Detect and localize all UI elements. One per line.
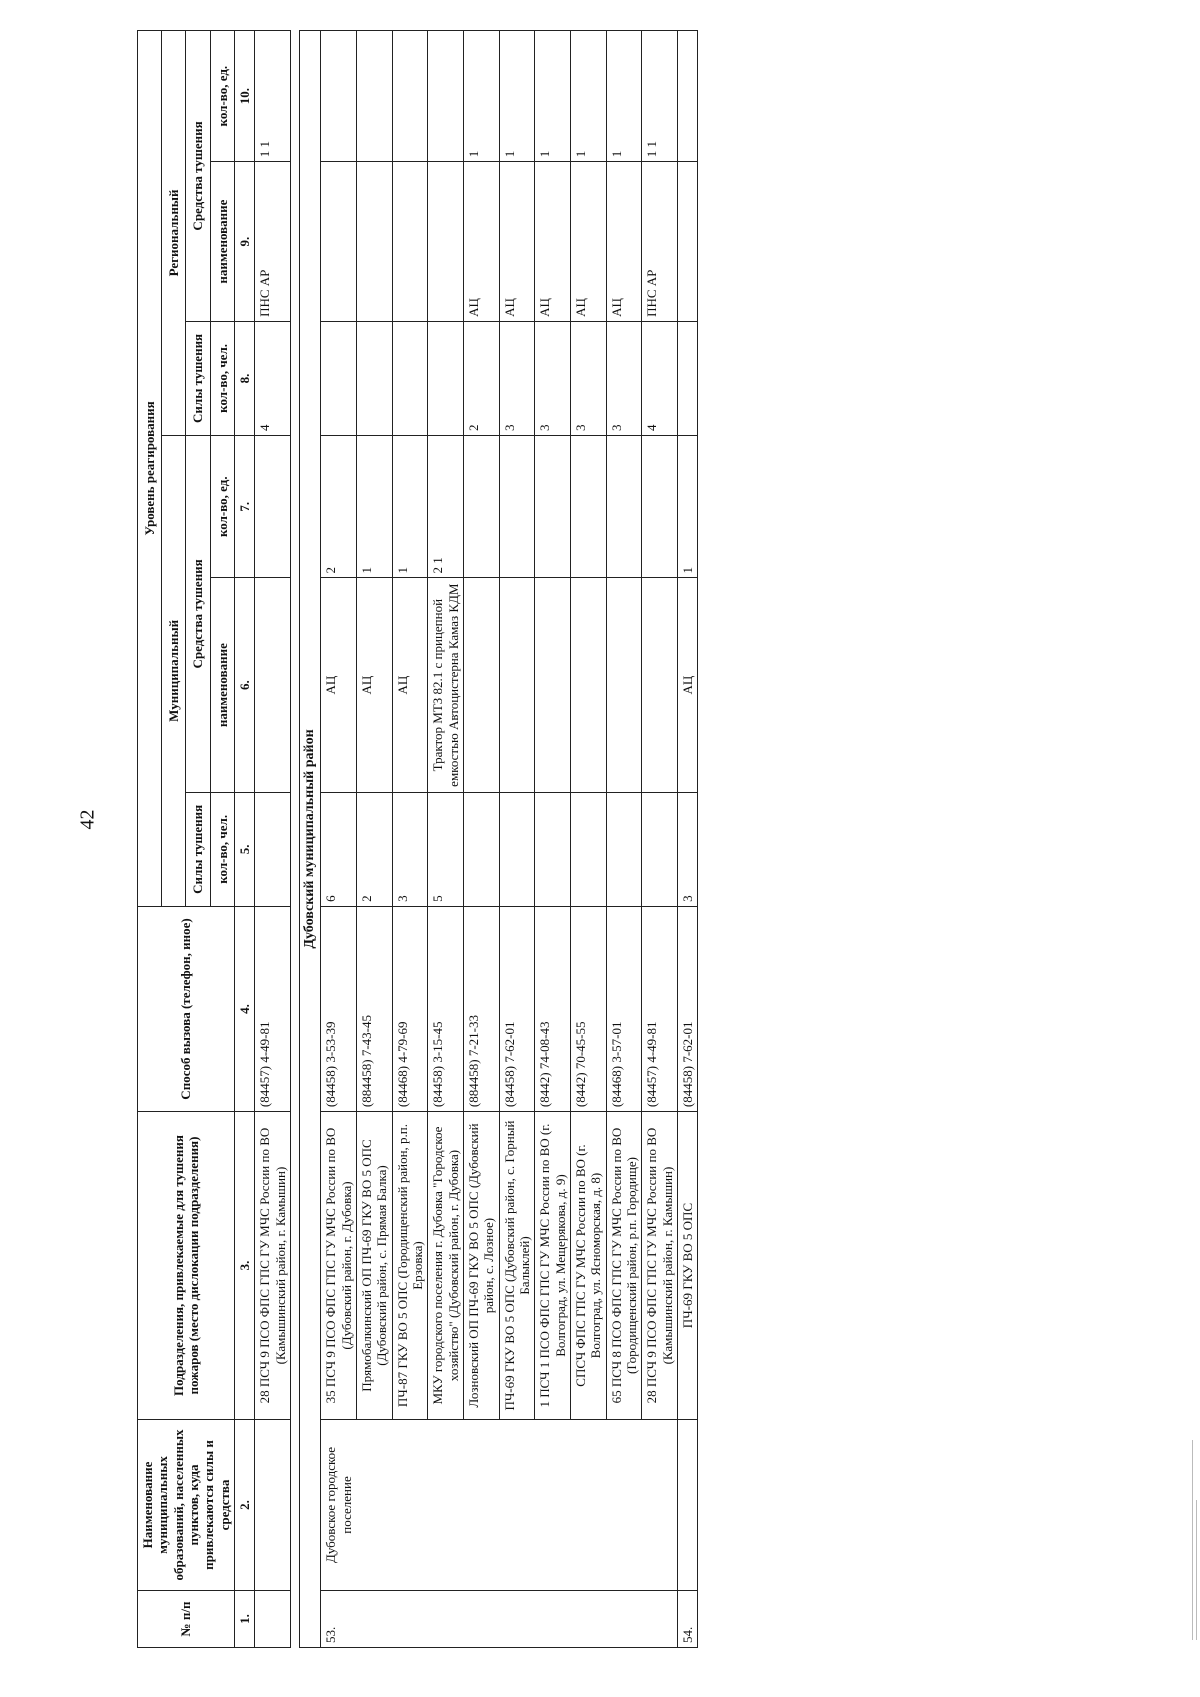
phone-cell: (884458) 7-43-45 — [357, 906, 393, 1111]
unit-cell: СПСЧ ФПС ГПС ГУ МЧС России по ВО (г. Волгоград, ул. Ясноморская, д. 8) — [571, 1112, 607, 1420]
m-qty-cell — [499, 435, 535, 578]
m-qty-cell: 2 1 — [428, 435, 464, 578]
m-forces-cell: 5 — [428, 792, 464, 906]
r-name-cell: АЦ — [606, 162, 642, 322]
m-name-cell — [535, 578, 571, 792]
col-number: 6. — [234, 578, 254, 792]
m-name-cell: АЦ — [392, 578, 428, 792]
header-settlement: Наименование муниципальных образований, населенных пунктов, куда привлекаются силы и средства — [138, 1419, 235, 1590]
m-name-cell — [642, 578, 678, 792]
col-number: 8. — [234, 321, 254, 435]
col-number: 2. — [234, 1419, 254, 1590]
phone-cell: (84458) 7-62-01 — [499, 906, 535, 1111]
r-forces-cell: 3 — [606, 321, 642, 435]
m-qty-cell — [642, 435, 678, 578]
section-row — [299, 31, 321, 1648]
m-qty-cell — [464, 435, 500, 578]
m-name-cell: АЦ — [357, 578, 393, 792]
header-means-mun: Средства тушения — [186, 435, 210, 792]
header-no: № п/п — [138, 1591, 235, 1648]
r-qty-cell: 1 — [606, 31, 642, 162]
unit-cell: ПЧ-69 ГКУ ВО 5 ОПС — [678, 1112, 698, 1420]
means-name-cell: ПНС АР — [255, 162, 291, 322]
r-name-cell: АЦ — [499, 162, 535, 322]
m-forces-cell — [642, 792, 678, 906]
r-qty-cell: 1 — [535, 31, 571, 162]
col-number: 10. — [234, 31, 254, 162]
header-level: Уровень реагирования — [138, 31, 162, 907]
phone-cell: (84458) 3-15-45 — [428, 906, 464, 1111]
header-qty-people-reg: кол-во, чел. — [210, 321, 234, 435]
r-name-cell: АЦ — [464, 162, 500, 322]
r-name-cell: ПНС АР — [642, 162, 678, 322]
m-forces-cell — [606, 792, 642, 906]
r-forces-cell — [357, 321, 393, 435]
col-number: 7. — [234, 435, 254, 578]
r-name-cell — [428, 162, 464, 322]
r-forces-cell — [428, 321, 464, 435]
phone-cell: (8442) 74-08-43 — [535, 906, 571, 1111]
header-qty-people-mun: кол-во, чел. — [210, 792, 234, 906]
table-row — [571, 31, 607, 1648]
unit-cell: 35 ПСЧ 9 ПСО ФПС ГПС ГУ МЧС России по ВО (Дубовский район, г. Дубовка) — [321, 1112, 357, 1420]
r-name-cell: АЦ — [571, 162, 607, 322]
means-qty-cell: 1 — [678, 435, 698, 578]
forces-cell: 3 — [678, 792, 698, 906]
r-name-cell — [321, 162, 357, 322]
col-number: 3. — [234, 1112, 254, 1420]
header-call-method: Способ вызова (телефон, иное) — [138, 906, 235, 1111]
means-name-cell: АЦ — [678, 578, 698, 792]
phone-cell: (84457) 4-49-81 — [642, 906, 678, 1111]
r-qty-cell: 1 — [499, 31, 535, 162]
table-row — [357, 31, 393, 1648]
header-unit: Подразделения, привлекаемые для тушения пожаров (место дислокации подразделения) — [138, 1112, 235, 1420]
header-regional: Региональный — [162, 31, 186, 436]
m-forces-cell: 3 — [392, 792, 428, 906]
m-qty-cell — [571, 435, 607, 578]
r-qty-cell — [357, 31, 393, 162]
phone-cell: (884458) 7-21-33 — [464, 906, 500, 1111]
r-forces-cell: 4 — [642, 321, 678, 435]
m-forces-cell: 2 — [357, 792, 393, 906]
r-qty-cell: 1 — [571, 31, 607, 162]
table-row — [499, 31, 535, 1648]
phone-cell: (84457) 4-49-81 — [255, 906, 291, 1111]
m-name-cell — [499, 578, 535, 792]
unit-cell: 65 ПСЧ 8 ПСО ФПС ГПС ГУ МЧС России по ВО (Городищенский район, р.п. Городище) — [606, 1112, 642, 1420]
rotated-page — [137, 30, 1149, 1648]
r-forces-cell — [321, 321, 357, 435]
r-forces-cell: 3 — [535, 321, 571, 435]
r-qty-cell: 1 1 — [642, 31, 678, 162]
m-forces-cell — [464, 792, 500, 906]
response-table — [137, 30, 698, 1648]
row-number: 53. — [321, 1591, 678, 1648]
table-row — [464, 31, 500, 1648]
section-title: Дубовский муниципальный район — [299, 31, 321, 1648]
header-name-mun: наименование — [210, 578, 234, 792]
unit-cell: 1 ПСЧ 1 ПСО ФПС ГПС ГУ МЧС России по ВО (г. Волгоград, ул. Мещерякова, д. 9) — [535, 1112, 571, 1420]
m-qty-cell — [606, 435, 642, 578]
m-name-cell: АЦ — [321, 578, 357, 792]
unit-cell: ПЧ-87 ГКУ ВО 5 ОПС (Городищенский район, р.п. Ерзовка) — [392, 1112, 428, 1420]
r-forces-cell — [392, 321, 428, 435]
r-qty-cell — [321, 31, 357, 162]
r-forces-cell: 2 — [464, 321, 500, 435]
row-number: 54. — [678, 1591, 698, 1648]
table-row — [255, 31, 291, 1648]
table-wrapper — [137, 30, 1149, 1648]
table-row — [428, 31, 464, 1648]
header-qty-units-mun: кол-во, ед. — [210, 435, 234, 578]
header-forces-reg: Силы тушения — [186, 321, 210, 435]
phone-cell: (84458) 7-62-01 — [678, 906, 698, 1111]
col-number: 1. — [234, 1591, 254, 1648]
r-forces-cell: 3 — [499, 321, 535, 435]
m-forces-cell: 6 — [321, 792, 357, 906]
r-qty-cell: 1 — [464, 31, 500, 162]
header-means-reg: Средства тушения — [186, 31, 210, 322]
m-qty-cell: 1 — [392, 435, 428, 578]
m-qty-cell — [535, 435, 571, 578]
table-row — [606, 31, 642, 1648]
means-qty-cell: 1 1 — [255, 31, 291, 162]
table-row — [678, 31, 698, 1648]
unit-cell: ПЧ-69 ГКУ ВО 5 ОПС (Дубовский район, с. Горный Балыклей) — [499, 1112, 535, 1420]
m-name-cell — [606, 578, 642, 792]
scan-edge-line — [1196, 1500, 1197, 1640]
phone-cell: (84468) 4-79-69 — [392, 906, 428, 1111]
m-forces-cell — [535, 792, 571, 906]
header-name-reg: наименование — [210, 162, 234, 322]
scan-edge-line — [1192, 1440, 1193, 1640]
table-row — [535, 31, 571, 1648]
m-forces-cell — [571, 792, 607, 906]
phone-cell: (84458) 3-53-39 — [321, 906, 357, 1111]
m-forces-cell — [499, 792, 535, 906]
r-forces-cell: 3 — [571, 321, 607, 435]
header-forces-mun: Силы тушения — [186, 792, 210, 906]
r-name-cell — [392, 162, 428, 322]
col-number: 9. — [234, 162, 254, 322]
m-qty-cell: 1 — [357, 435, 393, 578]
unit-cell: Лозновский ОП ПЧ-69 ГКУ ВО 5 ОПС (Дубовский район, с. Лозное) — [464, 1112, 500, 1420]
forces-cell: 4 — [255, 321, 291, 435]
unit-cell: МКУ городского поселения г. Дубовка "Городское хозяйство" (Дубовский район, г. Дубовка) — [428, 1112, 464, 1420]
m-name-cell — [464, 578, 500, 792]
m-name-cell — [571, 578, 607, 792]
unit-cell: 28 ПСЧ 9 ПСО ФПС ГПС ГУ МЧС России по ВО (Камышинский район, г. Камышин) — [255, 1112, 291, 1420]
col-number: 5. — [234, 792, 254, 906]
unit-cell: 28 ПСЧ 9 ПСО ФПС ГПС ГУ МЧС России по ВО (Камышинский район, г. Камышин) — [642, 1112, 678, 1420]
settlement-cell: Дубовское городское поселение — [321, 1419, 678, 1590]
header-municipal: Муниципальный — [162, 435, 186, 906]
r-name-cell: АЦ — [535, 162, 571, 322]
header-qty-units-reg: кол-во, ед. — [210, 31, 234, 162]
col-number: 4. — [234, 906, 254, 1111]
r-qty-cell — [428, 31, 464, 162]
unit-cell: Прямобалкинский ОП ПЧ-69 ГКУ ВО 5 ОПС (Дубовский район, с. Прямая Балка) — [357, 1112, 393, 1420]
phone-cell: (8442) 70-45-55 — [571, 906, 607, 1111]
table-row — [392, 31, 428, 1648]
m-name-cell: Трактор МТЗ 82.1 с прицепной емкостью Автоцистерна Камаз КДМ — [428, 578, 464, 792]
phone-cell: (84468) 3-57-01 — [606, 906, 642, 1111]
r-name-cell — [357, 162, 393, 322]
table-row — [321, 31, 357, 1648]
r-qty-cell — [392, 31, 428, 162]
table-row — [642, 31, 678, 1648]
page-number: 42 — [76, 809, 99, 830]
m-qty-cell: 2 — [321, 435, 357, 578]
